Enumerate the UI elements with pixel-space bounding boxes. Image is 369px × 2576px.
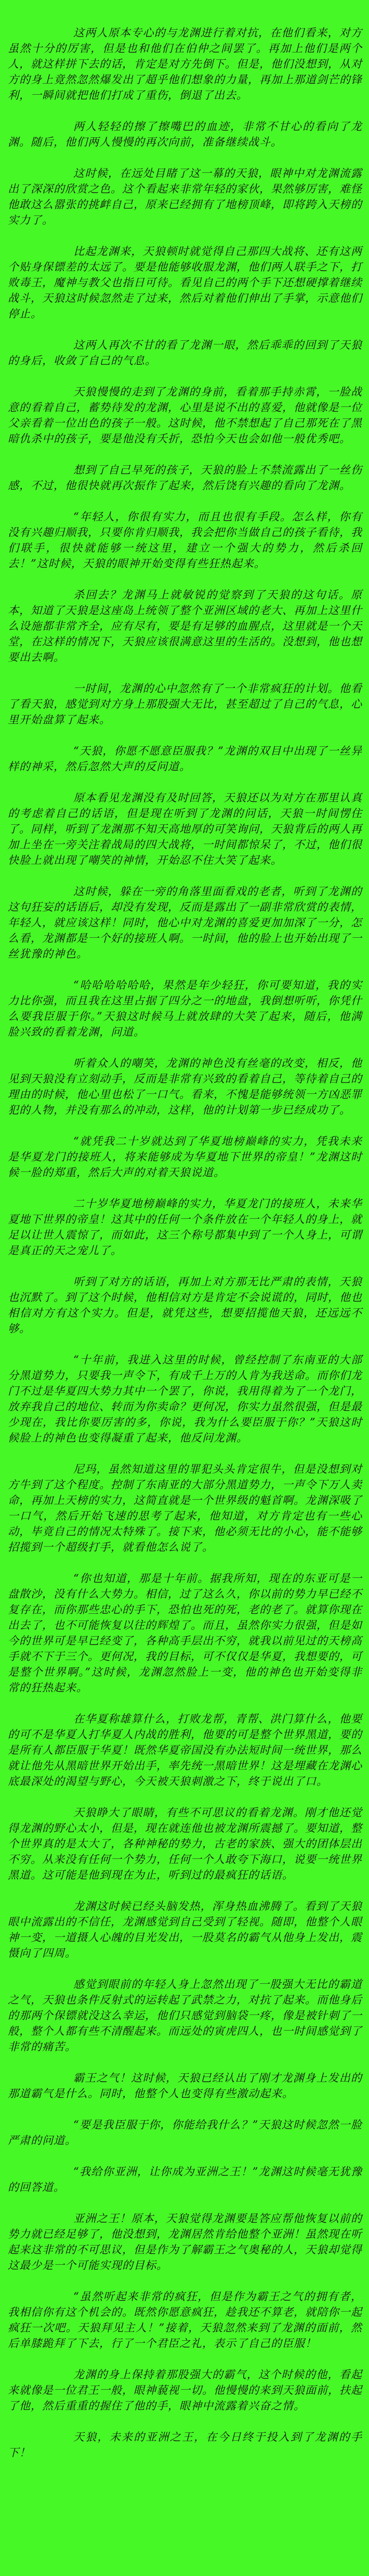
- novel-text-body: [8, 25, 362, 2460]
- paragraph: “哈哈哈哈哈哈，果然是年少轻狂，你可要知道，我的实力比你强，而且我在这里占据了四分之一的地盘，我倒想听听，你凭什么要我臣服于你。”天狼这时候马上就放肆的大笑了起来，随后，他满脸兴致的看着龙渊，问道。: [8, 979, 362, 1038]
- paragraph: 在华夏称雄算什么，打败龙帮，青帮、洪门算什么，他要的可不是华夏人打华夏人内战的胜利，他要的可是整个世界黑道，要的是所有人都臣服于华夏！既然华夏帝国没有办法短时间一统世界，那么就让他先从黑暗世界开始出手，率先统一黑暗世界！这是埋藏在龙渊心底最深处的渴望与野心，今天被天狼刺激之下，终于说出了口。: [8, 1713, 362, 1788]
- paragraph: “要是我臣服于你，你能给我什么？”天狼这时候忽然一脸严肃的问道。: [8, 2119, 362, 2147]
- paragraph: 这两人原本专心的与龙渊进行着对抗，在他们看来，对方虽然十分的厉害，但是也和他们在伯仲之间罢了。再加上他们是两个人，就这样拼下去的话，肯定是对方先倒下。但是，他们没想到，从对方的身上竟然忽然爆发出了超乎他们想象的力量，再加上那道剑芒的锋利，一瞬间就把他们打成了重伤，倒退了出去。: [8, 27, 362, 101]
- paragraph: “虽然听起来非常的疯狂，但是作为霸王之气的拥有者，我相信你有这个机会的。既然你愿意疯狂，趁我还不算老，就陪你一起疯狂一次吧。天狼拜见主人！”接着，天狼忽然来到了龙渊的面前，然后单膝跪拜了下去，行了一个君臣之礼，表示了自己的臣服！: [8, 2290, 362, 2350]
- paragraph: 龙渊的身上保持着那股强大的霸气，这个时候的他，看起来就像是一位君王一般，眼神藐视一切。他慢慢的来到天狼面前，扶起了他，然后重重的握住了他的手，眼神中流露着兴奋之情。: [8, 2368, 362, 2412]
- paragraph: 比起龙渊来，天狼顿时就觉得自己那四大战将、还有这两个贴身保镖差的太远了。要是他能够收服龙渊，他们两人联手之下，打败毒王，魔神与教父也指日可待。看见自己的两个手下还想硬撑着继续战斗，天狼这时候忽然走了过来，然后对着他们伸出了手掌，示意他们停止。: [8, 245, 362, 320]
- paragraph: 感觉到眼前的年轻人身上忽然出现了一股强大无比的霸道之气，天狼也条件反射式的运转起了武禁之力，对抗了起来。而他身后的那两个保镖就没这么幸运，他们只感觉到脑袋一疼，像是被针刺了一般，整个人都有些不清醒起来。而远处的寅虎四人，也一时间感觉到了非常的痛苦。: [8, 1978, 362, 2053]
- paragraph: 二十岁华夏地榜巅峰的实力，华夏龙门的接班人，未来华夏地下世界的帝皇！这其中的任何一个条件放在一个年轻人的身上，就足以让世人震惊了，而如此，这三个称号都集中到了一个人身上，可谓是真正的天之宠儿了。: [8, 1197, 362, 1257]
- paragraph: 亚洲之王！原本，天狼觉得龙渊要是答应帮他恢复以前的势力就已经足够了，他没想到，龙渊居然肯给他整个亚洲！虽然现在听起来这非常的不可思议，但是作为了解霸王之气奥秘的人，天狼却觉得这最少是一个可能实现的目标。: [8, 2212, 362, 2272]
- paragraph: 听到了对方的话语，再加上对方那无比严肃的表情，天狼也沉默了。到了这个时候，他相信对方是肯定不会说谎的，同时，他也相信对方有这个实力。但是，就凭这些，想要招揽他天狼，还远远不够。: [8, 1276, 362, 1335]
- paragraph: “十年前，我进入这里的时候，曾经控制了东南亚的大部分黑道势力，只要我一声令下，有成千上万的人肯为我送命。而你们龙门不过是华夏四大势力其中一个罢了，你说，我用得着为了一个龙门，放弃我自己的地位、转而为你卖命？更何况，你实力虽然很强，但是最少现在，我比你要厉害的多，你说，我为什么要臣服于你？”天狼这时候脸上的神色也变得凝重了起来，他反问龙渊。: [8, 1354, 362, 1444]
- paragraph: 霸王之气！这时候，天狼已经认出了刚才龙渊身上发出的那道霸气是什么。同时，他整个人也变得有些激动起来。: [8, 2072, 362, 2100]
- paragraph: 原本看见龙渊没有及时回答，天狼还以为对方在那里认真的考虑着自己的话语，但是现在听到了龙渊的问话，天狼一时间愣住了。同样，听到了龙渊那不知天高地厚的可笑询问，天狼背后的两人再加上坐在一旁关注着战局的四大战将，一时间都惊呆了，不过，他们很快脸上就出现了嘲笑的神情，开始忍不住大笑了起来。: [8, 792, 362, 866]
- paragraph: “你也知道，那是十年前。据我所知，现在的东亚可是一盘散沙，没有什么大势力。相信，过了这么久，你以前的势力早已经不复存在，而你那些忠心的手下，恐怕也死的死，老的老了。就算你现在出去了，也不可能恢复以往的辉煌了。而且，虽然你实力很强，但是如今的世界可是早已经变了，各种高手层出不穷，就我以前见过的天榜高手就不下于三个。更何况，我的目标，可不仅仅是华夏，我想要的，可是整个世界啊。”这时候，龙渊忽然脸上一变，他的神色也开始变得非常的狂热起来。: [8, 1572, 362, 1694]
- paragraph: 天狼慢慢的走到了龙渊的身前，看着那手持赤霄，一脸战意的看着自己，蓄势待发的龙渊，心里是说不出的喜爱，他就像是一位父亲看着一位出色的孩子一般。这时候，他不禁想起了自己那死在了黑暗仇杀中的孩子，要是他没有夭折，恐怕今天也会如他一般优秀吧。: [8, 386, 362, 445]
- paragraph: 一时间，龙渊的心中忽然有了一个非常疯狂的计划。他看了看天狼，感觉到对方身上那股强大无比，甚至超过了自己的气息，心里开始盘算了起来。: [8, 682, 362, 726]
- paragraph: 这时候，躲在一旁的角落里面看戏的老者，听到了龙渊的这句狂妄的话语后，却没有发现，反而是露出了一副非常欣赏的表情，年轻人，就应该这样！同时，他心中对龙渊的喜爱更加加深了一分，怎么看，龙渊都是一个好的接班人啊。一时间，他的脸上也开始出现了一丝犹豫的神色。: [8, 885, 362, 960]
- paragraph: 这两人再次不甘的看了龙渊一眼，然后乖乖的回到了天狼的身后，收敛了自己的气息。: [8, 339, 362, 367]
- paragraph: 天狼睁大了眼睛，有些不可思议的看着龙渊。刚才他还觉得龙渊的野心太小，但是，现在就连他也被龙渊所震撼了。要知道，整个世界真的是太大了，各种神秘的势力，古老的家族、强大的团体层出不穷。从来没有任何一个势力，任何一个人敢夸下海口，说要一统世界黑道。这可能是他到现在为止，听到过的最疯狂的话语。: [8, 1806, 362, 1881]
- paragraph: “我给你亚洲，让你成为亚洲之王！”龙渊这时候毫无犹豫的回答道。: [8, 2165, 362, 2194]
- paragraph: “年轻人，你很有实力，而且也很有手段。怎么样，你有没有兴趣归顺我，只要你肯归顺我，我会把你当做自己的孩子看待，我们联手，很快就能够一统这里，建立一个强大的势力，然后杀回去！”这时候，天狼的眼神开始变得有些狂热起来。: [8, 511, 362, 570]
- paragraph: “就凭我二十岁就达到了华夏地榜巅峰的实力，凭我未来是华夏龙门的接班人，将来能够成为华夏地下世界的帝皇！”龙渊这时候一脸的郑重，然后大声的对着天狼说道。: [8, 1135, 362, 1179]
- paragraph: 尼玛，虽然知道这里的罪犯头头肯定很牛，但是没想到对方牛到了这个程度。控制了东南亚的大部分黑道势力，一声令下万人卖命，再加上天榜的实力，这简直就是一个世界级的魁首啊。龙渊深吸了一口气，然后开始飞速的思考了起来，他知道，对方肯定也有一些心动，毕竟自己的情况太特殊了。接下来，他必须无比的小心，能不能够招揽到一个超级打手，就看他怎么说了。: [8, 1463, 362, 1553]
- paragraph: 天狼，未来的亚洲之王，在今日终于投入到了龙渊的手下！: [8, 2431, 362, 2459]
- paragraph: 这时候，在远处目睹了这一幕的天狼，眼神中对龙渊流露出了深深的欣赏之色。这个看起来非常年轻的家伙，果然够厉害，难怪他敢这么嚣张的挑衅自己，原来已经拥有了地榜顶峰，即将跨入天榜的实力了。: [8, 167, 362, 226]
- paragraph: 听着众人的嘲笑，龙渊的神色没有丝毫的改变，相反，他见到天狼没有立刻动手，反而是非常有兴致的看着自己，等待着自己的理由的时候，他心里也松了一口气。看来，不愧是能够统领一方凶恶罪犯的人物，并没有那么的冲动，这样，他的计划第一步已经成功了。: [8, 1057, 362, 1116]
- paragraph: “天狼，你愿不愿意臣服我？”龙渊的双目中出现了一丝异样的神采，然后忽然大声的反问道。: [8, 745, 362, 773]
- paragraph: 杀回去？龙渊马上就敏锐的觉察到了天狼的这句话。原本，知道了天狼是这座岛上统领了整个亚洲区域的老大、再加上这里什么设施都非常齐全，应有尽有，要是有足够的血腥点，这里就是一个天堂，在这样的情况下，天狼应该很满意这里的生活的。没想到，他也想要出去啊。: [8, 589, 362, 664]
- paragraph: 两人轻轻的擦了擦嘴巴的血迹，非常不甘心的看向了龙渊。随后，他们两人慢慢的再次向前，准备继续战斗。: [8, 120, 362, 148]
- paragraph: 龙渊这时候已经头脑发热，浑身热血沸腾了。看到了天狼眼中流露出的不信任，龙渊感觉到自己受到了轻视。随即，他整个人眼神一变，一道摄人心魄的目光发出，一股莫名的霸气从他身上发出，震慑向了四周。: [8, 1900, 362, 1959]
- paragraph: 想到了自己早死的孩子，天狼的脸上不禁流露出了一丝伤感，不过，他很快就再次振作了起来，然后饶有兴趣的看向了龙渊。: [8, 464, 362, 492]
